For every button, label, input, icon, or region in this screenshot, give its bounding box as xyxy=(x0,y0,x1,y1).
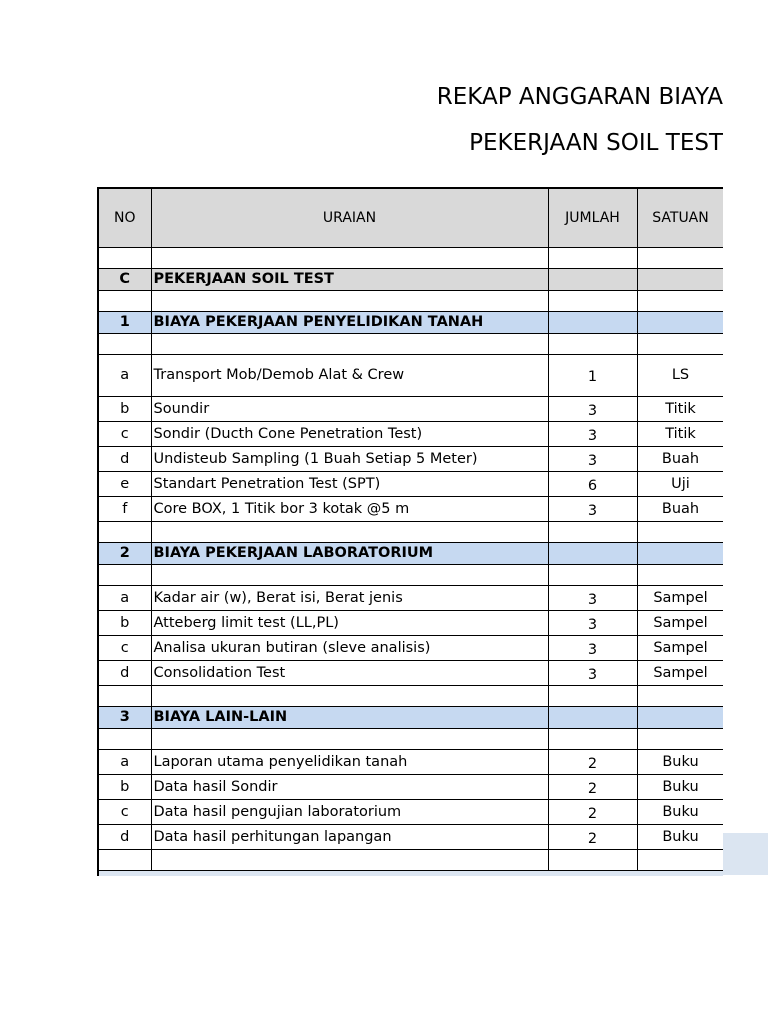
item-uraian: Kadar air (w), Berat isi, Berat jenis xyxy=(151,586,548,611)
budget-table xyxy=(97,187,723,876)
item-no: a xyxy=(98,586,151,611)
table-row xyxy=(98,355,723,397)
table-row xyxy=(98,422,723,447)
item-no: d xyxy=(98,661,151,686)
empty-cell xyxy=(151,334,548,355)
document-title: REKAP ANGGARAN BIAYA xyxy=(436,84,723,110)
section-row xyxy=(98,312,723,334)
summary-band-extension xyxy=(723,833,768,875)
table-row xyxy=(98,611,723,636)
summary-cell xyxy=(98,871,723,877)
table-header-row xyxy=(98,188,723,248)
item-satuan: LS xyxy=(637,355,723,397)
item-jumlah: 2 xyxy=(548,750,637,775)
empty-cell xyxy=(98,248,151,269)
empty-cell xyxy=(151,686,548,707)
item-uraian: Data hasil perhitungan lapangan xyxy=(151,825,548,850)
empty-cell xyxy=(637,707,723,729)
item-uraian: Data hasil pengujian laboratorium xyxy=(151,800,548,825)
blank-row xyxy=(98,248,723,269)
empty-cell xyxy=(98,334,151,355)
section-title: BIAYA PEKERJAAN LABORATORIUM xyxy=(151,543,548,565)
item-no: c xyxy=(98,800,151,825)
empty-cell xyxy=(151,850,548,871)
blank-row xyxy=(98,850,723,871)
item-satuan: Sampel xyxy=(637,661,723,686)
empty-cell xyxy=(637,269,723,291)
table-row xyxy=(98,750,723,775)
empty-cell xyxy=(548,543,637,565)
table-row xyxy=(98,497,723,522)
item-satuan: Sampel xyxy=(637,611,723,636)
empty-cell xyxy=(548,334,637,355)
item-satuan: Buku xyxy=(637,800,723,825)
budget-table-viewport xyxy=(97,187,723,876)
empty-cell xyxy=(548,686,637,707)
blank-row xyxy=(98,334,723,355)
item-no: f xyxy=(98,497,151,522)
section-no: 1 xyxy=(98,312,151,334)
item-uraian: Core BOX, 1 Titik bor 3 kotak @5 m xyxy=(151,497,548,522)
item-uraian: Sondir (Ducth Cone Penetration Test) xyxy=(151,422,548,447)
empty-cell xyxy=(637,850,723,871)
table-row xyxy=(98,661,723,686)
item-jumlah: 3 xyxy=(548,661,637,686)
item-uraian: Laporan utama penyelidikan tanah xyxy=(151,750,548,775)
item-no: d xyxy=(98,447,151,472)
header-no: NO xyxy=(98,188,151,248)
blank-row xyxy=(98,565,723,586)
item-no: b xyxy=(98,611,151,636)
header-uraian: URAIAN xyxy=(151,188,548,248)
summary-row xyxy=(98,871,723,877)
item-jumlah: 3 xyxy=(548,497,637,522)
empty-cell xyxy=(637,334,723,355)
table-row xyxy=(98,800,723,825)
section-title: BIAYA PEKERJAAN PENYELIDIKAN TANAH xyxy=(151,312,548,334)
item-jumlah: 6 xyxy=(548,472,637,497)
document-subtitle: PEKERJAAN SOIL TEST xyxy=(469,130,723,156)
empty-cell xyxy=(151,522,548,543)
item-satuan: Buku xyxy=(637,750,723,775)
empty-cell xyxy=(637,312,723,334)
empty-cell xyxy=(548,269,637,291)
empty-cell xyxy=(637,291,723,312)
item-jumlah: 2 xyxy=(548,825,637,850)
item-satuan: Sampel xyxy=(637,586,723,611)
section-row xyxy=(98,543,723,565)
empty-cell xyxy=(151,248,548,269)
item-jumlah: 3 xyxy=(548,397,637,422)
item-satuan: Sampel xyxy=(637,636,723,661)
empty-cell xyxy=(98,565,151,586)
empty-cell xyxy=(637,686,723,707)
empty-cell xyxy=(548,291,637,312)
item-jumlah: 2 xyxy=(548,800,637,825)
item-satuan: Titik xyxy=(637,397,723,422)
empty-cell xyxy=(548,707,637,729)
item-jumlah: 3 xyxy=(548,447,637,472)
item-jumlah: 3 xyxy=(548,611,637,636)
empty-cell xyxy=(637,248,723,269)
item-no: a xyxy=(98,355,151,397)
empty-cell xyxy=(637,565,723,586)
item-jumlah: 3 xyxy=(548,422,637,447)
blank-row xyxy=(98,686,723,707)
item-jumlah: 3 xyxy=(548,636,637,661)
section-row xyxy=(98,269,723,291)
table-row xyxy=(98,775,723,800)
item-uraian: Consolidation Test xyxy=(151,661,548,686)
empty-cell xyxy=(637,729,723,750)
item-satuan: Buah xyxy=(637,447,723,472)
section-row xyxy=(98,707,723,729)
empty-cell xyxy=(548,522,637,543)
empty-cell xyxy=(548,850,637,871)
item-uraian: Transport Mob/Demob Alat & Crew xyxy=(151,355,548,397)
item-jumlah: 3 xyxy=(548,586,637,611)
table-row xyxy=(98,825,723,850)
item-no: d xyxy=(98,825,151,850)
header-jumlah: JUMLAH xyxy=(548,188,637,248)
empty-cell xyxy=(98,729,151,750)
item-satuan: Buku xyxy=(637,775,723,800)
section-no: 3 xyxy=(98,707,151,729)
item-uraian: Atteberg limit test (LL,PL) xyxy=(151,611,548,636)
item-no: c xyxy=(98,422,151,447)
item-uraian: Data hasil Sondir xyxy=(151,775,548,800)
empty-cell xyxy=(151,291,548,312)
empty-cell xyxy=(637,522,723,543)
item-jumlah: 1 xyxy=(548,355,637,397)
empty-cell xyxy=(98,850,151,871)
item-satuan: Uji xyxy=(637,472,723,497)
item-satuan: Buku xyxy=(637,825,723,850)
empty-cell xyxy=(548,248,637,269)
blank-row xyxy=(98,729,723,750)
section-title: BIAYA LAIN-LAIN xyxy=(151,707,548,729)
section-title: PEKERJAAN SOIL TEST xyxy=(151,269,548,291)
header-satuan: SATUAN xyxy=(637,188,723,248)
item-uraian: Standart Penetration Test (SPT) xyxy=(151,472,548,497)
section-no: C xyxy=(98,269,151,291)
table-body xyxy=(98,248,723,877)
item-no: c xyxy=(98,636,151,661)
table-row xyxy=(98,586,723,611)
empty-cell xyxy=(151,565,548,586)
table-row xyxy=(98,447,723,472)
blank-row xyxy=(98,291,723,312)
empty-cell xyxy=(637,543,723,565)
empty-cell xyxy=(98,522,151,543)
empty-cell xyxy=(548,312,637,334)
section-no: 2 xyxy=(98,543,151,565)
item-uraian: Undisteub Sampling (1 Buah Setiap 5 Meter) xyxy=(151,447,548,472)
item-uraian: Analisa ukuran butiran (sleve analisis) xyxy=(151,636,548,661)
empty-cell xyxy=(548,729,637,750)
empty-cell xyxy=(151,729,548,750)
item-no: a xyxy=(98,750,151,775)
item-no: b xyxy=(98,775,151,800)
item-satuan: Titik xyxy=(637,422,723,447)
item-uraian: Soundir xyxy=(151,397,548,422)
table-row xyxy=(98,397,723,422)
item-no: b xyxy=(98,397,151,422)
item-no: e xyxy=(98,472,151,497)
table-row xyxy=(98,472,723,497)
empty-cell xyxy=(98,686,151,707)
item-satuan: Buah xyxy=(637,497,723,522)
table-row xyxy=(98,636,723,661)
empty-cell xyxy=(548,565,637,586)
empty-cell xyxy=(98,291,151,312)
item-jumlah: 2 xyxy=(548,775,637,800)
blank-row xyxy=(98,522,723,543)
